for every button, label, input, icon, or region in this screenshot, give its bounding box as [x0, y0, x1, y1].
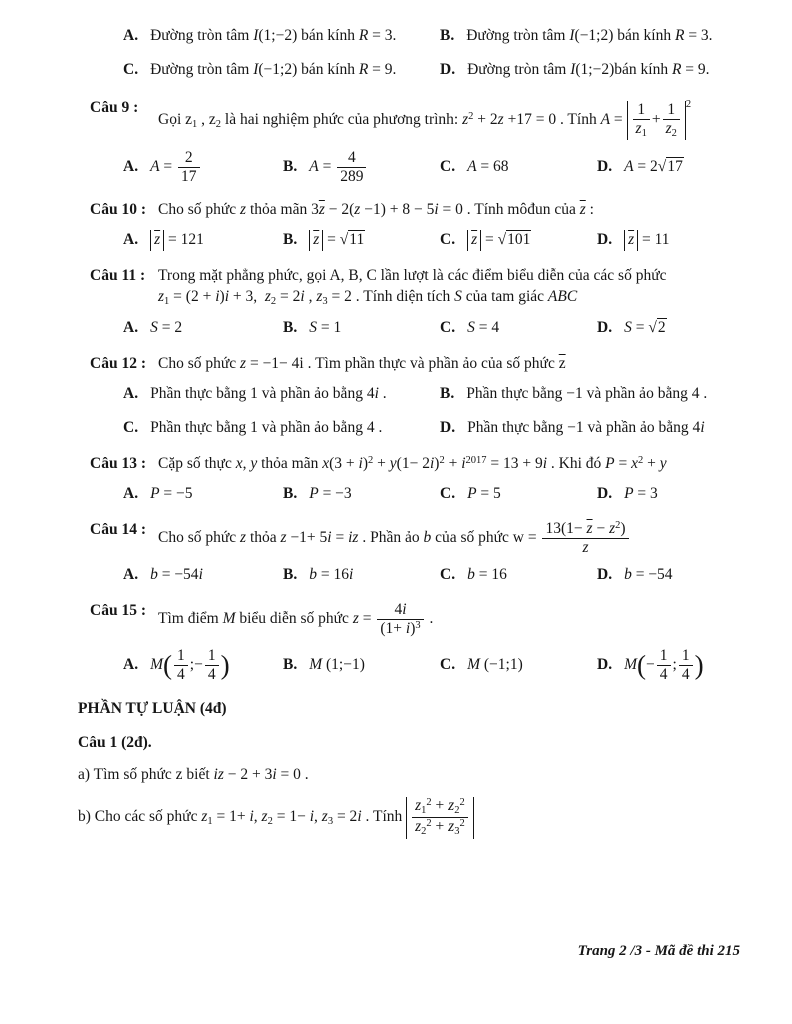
- option-text: Đường tròn tâm I(−1;2) bán kính R = 9.: [150, 60, 397, 78]
- option-text: Phần thực bằng 1 và phần ảo bằng 4i .: [150, 385, 387, 403]
- option-text: b = 16i: [309, 566, 354, 584]
- question-block-15: [90, 601, 752, 683]
- option-letter: D.: [597, 566, 613, 584]
- question-text: Cặp số thực x, y thỏa mãn $x(3 + i)^2 + y(1- 2i)^2 + i^{2017} = 13 + 9i$ . Khi đó $P = x^2 + y$: [158, 455, 667, 472]
- question-text: Trong mặt phẳng phức, gọi A, B, C lần lượt là các điểm biểu diễn của các số phức $z_1 = (2 + i)i + 3$, $z_2 = 2i$ , $z_3 = 2$ . Tính diện tích S của tam giác ABC: [158, 267, 667, 308]
- option-letter: B.: [283, 319, 298, 337]
- option-letter: D.: [597, 655, 613, 673]
- option-letter: A.: [123, 484, 139, 502]
- option-c: [123, 418, 440, 439]
- option-letter: C.: [440, 231, 456, 249]
- option-text: A = $\frac{2}{17}$: [150, 149, 201, 186]
- option-letter: A.: [123, 319, 139, 337]
- option-d: [440, 418, 752, 439]
- option-text: S = 2: [150, 319, 183, 337]
- option-d: [597, 484, 752, 505]
- option-text: P = −3: [309, 484, 352, 502]
- option-letter: D.: [597, 319, 613, 337]
- option-letter: B.: [283, 484, 298, 502]
- option-letter: A.: [123, 655, 139, 673]
- option-text: P = −5: [150, 484, 193, 502]
- option-c: [440, 565, 597, 586]
- question-block-12: [90, 354, 752, 439]
- option-a: [123, 647, 283, 684]
- option-text: M( $\frac{1}{4}$ ;− $\frac{1}{4}$ ): [150, 647, 230, 683]
- option-text: S = 1: [309, 319, 342, 337]
- question-text: Gọi $z_1$ , $z_2$ là hai nghiệm phức của phương trình: $z^2 + 2z +17 = 0$ . Tính A = $\frac{1}{z_1}$ + $\frac{1}{z_2}$ $^2$: [158, 98, 692, 139]
- option-letter: C.: [440, 484, 456, 502]
- option-text: Phần thực bằng −1 và phần ảo bằng 4 .: [466, 385, 708, 403]
- option-a: [123, 230, 283, 251]
- option-letter: C.: [440, 566, 456, 584]
- option-letter: B.: [283, 231, 298, 249]
- option-a: [123, 318, 283, 339]
- essay-section-title: PHẦN TỰ LUẬN (4đ): [78, 699, 227, 717]
- option-letter: A.: [123, 231, 139, 249]
- option-text: b = −54i: [150, 566, 203, 584]
- question-label: Câu 15 :: [90, 602, 146, 620]
- option-letter: B.: [283, 655, 298, 673]
- option-a: [123, 149, 283, 186]
- page-footer: Trang 2 /3 - Mã đề thi 215: [577, 943, 740, 959]
- option-letter: C.: [440, 319, 456, 337]
- option-text: A = $\frac{4}{289}$: [309, 149, 368, 186]
- question-label: Câu 12 :: [90, 355, 146, 373]
- option-text: A = 2√17: [624, 157, 683, 175]
- essay-section: [78, 699, 752, 839]
- option-a: [123, 565, 283, 586]
- option-text: S = √2: [624, 319, 666, 337]
- option-text: M(− $\frac{1}{4}$ ; $\frac{1}{4}$ ): [624, 647, 704, 683]
- option-c: [440, 230, 597, 251]
- option-letter: D.: [597, 484, 613, 502]
- option-d: [597, 647, 752, 684]
- option-letter: D.: [597, 157, 613, 175]
- question-block-14: [90, 520, 752, 587]
- option-text: P = 5: [467, 484, 501, 502]
- question-13-options: [123, 484, 752, 505]
- option-a: [123, 384, 440, 405]
- carryover-options: [123, 26, 752, 81]
- option-d: [597, 157, 752, 178]
- question-head: [90, 520, 752, 557]
- option-b: [283, 655, 440, 676]
- essay-part-a: a) Tìm số phức z biết iz − 2 + 3i = 0 .: [78, 766, 309, 784]
- option-d: [597, 230, 752, 251]
- option-b: [283, 565, 440, 586]
- option-text: $\overline{z}$ = 11: [624, 230, 669, 251]
- question-head: [90, 601, 752, 638]
- question-block-10: [90, 200, 752, 251]
- question-label: Câu 10 :: [90, 201, 146, 219]
- question-11-options: [123, 318, 752, 339]
- option-letter: C.: [440, 655, 456, 673]
- option-text: P = 3: [624, 484, 658, 502]
- question-block-9: [90, 98, 752, 186]
- option-text: A = 68: [467, 157, 509, 175]
- question-14-options: [123, 565, 752, 586]
- option-text: $\overline{z}$ = √101: [467, 230, 531, 251]
- question-block-11: [90, 266, 752, 339]
- option-a: [123, 484, 283, 505]
- option-b: [440, 384, 752, 405]
- question-text: Cho số phức z thỏa mãn $3\overline{z} - 2(z -1) + 8 - 5i = 0$ . Tính môđun của $\overline{z}$ :: [158, 201, 594, 219]
- option-text: b = 16: [467, 566, 507, 584]
- option-b: [283, 149, 440, 186]
- option-letter: D.: [597, 231, 613, 249]
- question-text: Tìm điểm M biểu diễn số phức z = $\frac{4i}{(1+ i)^3}$ .: [158, 601, 434, 638]
- option-c: [440, 484, 597, 505]
- carryover-option-d: [440, 60, 752, 81]
- essay-question-title: Câu 1 (2đ).: [78, 733, 152, 751]
- option-text: S = 4: [467, 319, 500, 337]
- option-letter: A.: [123, 27, 139, 44]
- option-c: [440, 318, 597, 339]
- option-letter: D.: [440, 419, 456, 437]
- option-letter: D.: [440, 60, 456, 78]
- option-text: $\overline{z}$ = 121: [150, 230, 204, 251]
- option-text: M (−1;1): [467, 655, 523, 673]
- question-head: [90, 98, 752, 140]
- option-letter: A.: [123, 157, 139, 175]
- question-head: [90, 266, 752, 309]
- option-text: Đường tròn tâm I(−1;2) bán kính R = 3.: [466, 27, 713, 44]
- option-text: b = −54: [624, 566, 673, 584]
- essay-part-b: b) Cho các số phức $z_1 = 1+ i$, $z_2 = 1- i$, $z_3 = 2i$ . Tính $\frac{z_1^2 + z_2^2}{z_2^2 + z_3^2}$: [78, 797, 752, 838]
- question-block-13: [90, 454, 752, 505]
- question-head: [90, 354, 752, 375]
- option-d: [597, 565, 752, 586]
- option-b: [283, 230, 440, 251]
- question-text: Cho số phức z thỏa z −1+ 5i = iz . Phần ảo b của số phức w = $\frac{13(1- \overline{z} - z^2)}{z}$: [154, 520, 752, 557]
- option-letter: C.: [123, 60, 139, 78]
- question-text: Cho số phức z = −1− 4i . Tìm phần thực và phần ảo của số phức $\overline{z}$: [158, 355, 566, 373]
- question-15-options: [123, 647, 752, 684]
- question-head: [90, 200, 752, 221]
- option-d: [597, 318, 752, 339]
- question-label: Câu 13 :: [90, 455, 146, 472]
- question-label: Câu 11 :: [90, 267, 146, 285]
- carryover-option-b: [440, 26, 752, 47]
- question-9-options: [123, 149, 752, 186]
- carryover-option-a: [123, 26, 440, 47]
- option-letter: B.: [440, 27, 455, 44]
- question-12-options: [123, 384, 752, 439]
- option-letter: C.: [123, 419, 139, 437]
- option-c: [440, 655, 597, 676]
- option-letter: A.: [123, 385, 139, 403]
- option-letter: B.: [283, 157, 298, 175]
- option-text: $\overline{z}$ = √11: [309, 230, 365, 251]
- option-text: Phần thực bằng −1 và phần ảo bằng 4i: [467, 419, 705, 437]
- option-letter: B.: [283, 566, 298, 584]
- question-10-options: [123, 230, 752, 251]
- option-text: Đường tròn tâm I(1;−2) bán kính R = 3.: [150, 27, 397, 44]
- question-head: [90, 454, 752, 475]
- question-label: Câu 14 :: [90, 520, 146, 538]
- option-b: [283, 484, 440, 505]
- option-c: [440, 157, 597, 178]
- option-letter: C.: [440, 157, 456, 175]
- option-text: Đường tròn tâm I(1;−2)bán kính R = 9.: [467, 60, 710, 78]
- option-text: Phần thực bằng 1 và phần ảo bằng 4 .: [150, 419, 383, 437]
- carryover-option-c: [123, 60, 440, 81]
- option-letter: B.: [440, 385, 455, 403]
- option-text: M (1;−1): [309, 655, 365, 673]
- option-letter: A.: [123, 566, 139, 584]
- question-label: Câu 9 :: [90, 98, 139, 116]
- option-b: [283, 318, 440, 339]
